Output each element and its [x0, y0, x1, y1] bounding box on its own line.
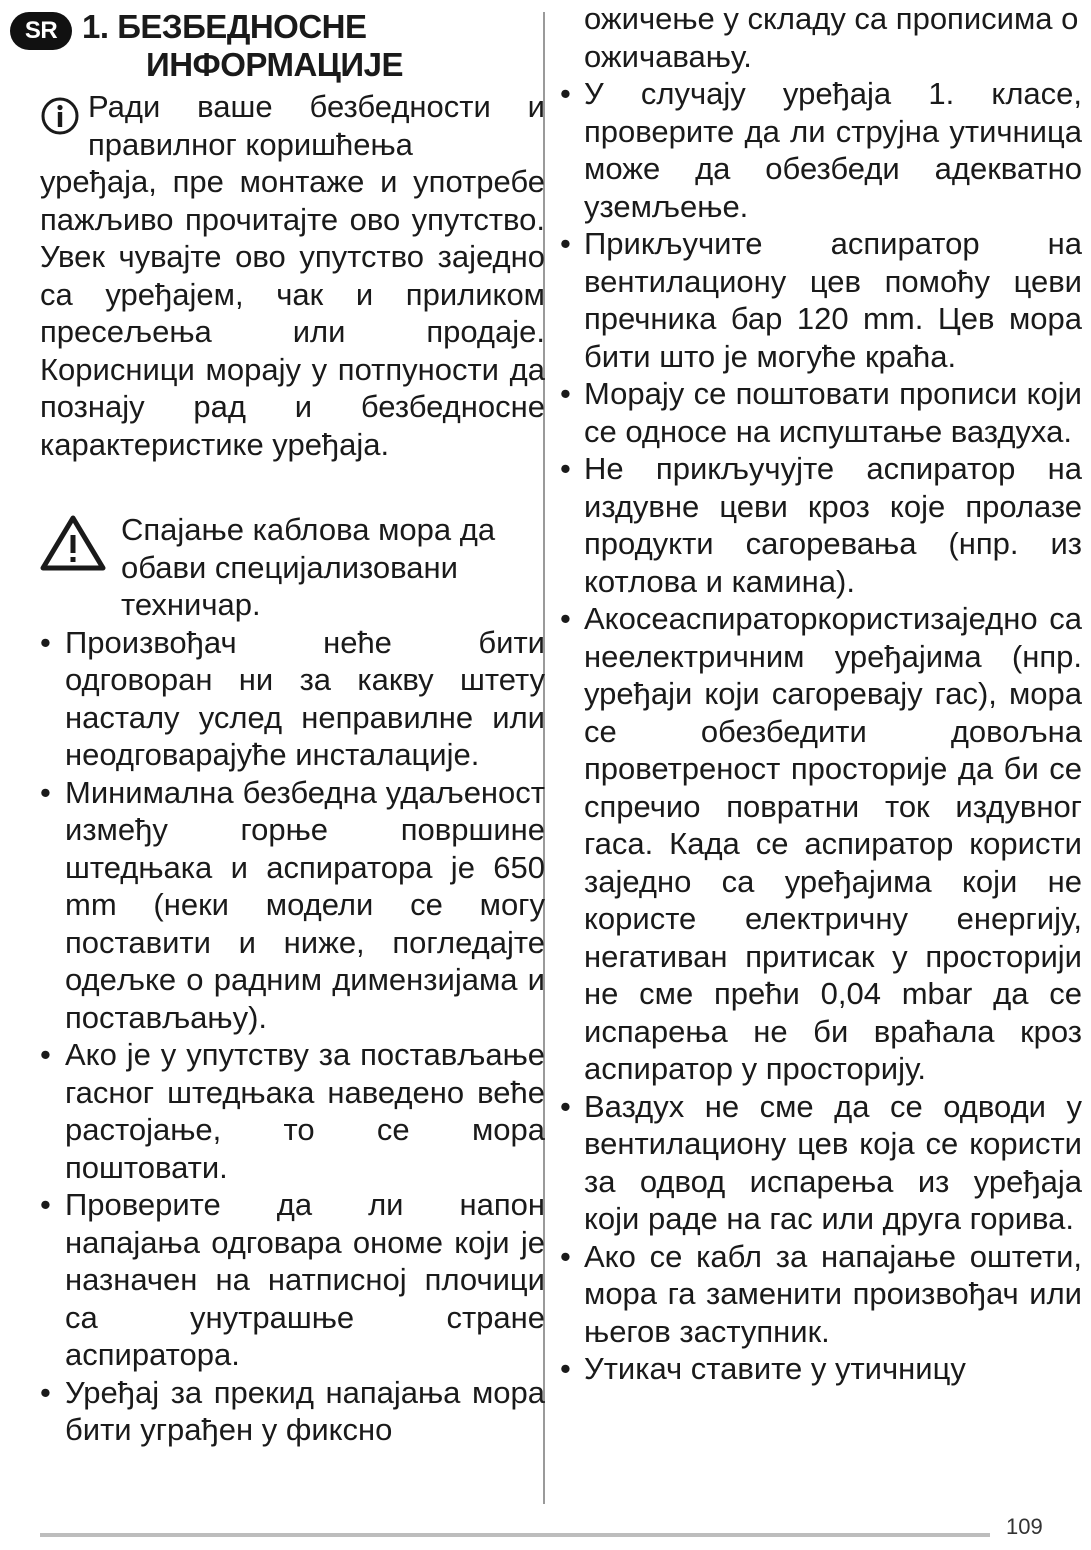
warning-icon: [40, 515, 106, 571]
continued-text: ожичење у складу са прописима о ожичавању.: [584, 1, 1079, 74]
info-lead-text: Ради ваше безбедности и правилног коришћења: [88, 89, 545, 162]
section-heading: [24, 6, 545, 88]
info-body-text: уређаја, пре монтаже и употребе пажљиво прочитајте ово упутство. Увек чувајте ово упутство заједно са уређајем, чак и приликом пресељења или продаје. Корисници морају у потпуности да познају рад и безбедносне карактеристике уређаја.: [40, 164, 545, 462]
page-title: [82, 8, 542, 84]
list-item: • Акосеаспираторкористизаједно са неелектричним уређајима (нпр. уређаји који сагоревају гас), мора се обезбедити довољна проветреност просторије да би се спречио повратни ток издувног гаса. Када се аспиратор користи заједно са уређајима који не користе електричну енергију, негативан притисак у просторији не сме прећи 0,04 mbar да се испарења не би враћала кроз аспиратор у просторију.: [560, 600, 1082, 1088]
info-icon: [40, 96, 80, 136]
list-item: • Минимална безбедна удаљеност између горње површине штедњака и аспиратора је 650 mm (неки модели се могу поставити и ниже, погледајте одељке о радним димензијама и постављању).: [40, 774, 545, 1037]
left-bullet-list: [40, 624, 545, 1449]
list-item: • Прикључите аспиратор на вентилациону цев помоћу цеви пречника бар 120 mm. Цев мора бити што је могуће краћа.: [560, 225, 1082, 375]
list-item: • Не прикључујте аспиратор на издувне цеви кроз које пролазе продукти сагоревања (нпр. из котлова и камина).: [560, 450, 1082, 600]
right-column: [560, 0, 1082, 1388]
list-item: • У случају уређаја 1. класе, проверите да ли струјна утичница може да обезбеди адекватно уземљење.: [560, 75, 1082, 225]
warning-text: Спајање каблова мора да обави специјализовани техничар.: [121, 512, 496, 622]
page-title-line-2: ИНФОРМАЦИЈЕ: [146, 46, 403, 83]
list-item: • Проверите да ли напон напајања одговара ономе који је назначен на натписној плочици са унутрашње стране аспиратора.: [40, 1186, 545, 1374]
list-item: • Произвођач неће бити одговоран ни за какву штету насталу услед неправилне или неодговарајуће инсталације.: [40, 624, 545, 774]
list-item: • Уређај за прекид напајања мора бити уграђен у фиксно: [40, 1374, 545, 1449]
page-number: 109: [1006, 1514, 1043, 1539]
page-title-line-1: 1. БЕЗБЕДНОСНЕ: [82, 8, 367, 45]
left-column: [24, 0, 545, 1449]
list-item: • Ако је у упутству за постављање гасног штедњака наведено веће растојање, то се мора поштовати.: [40, 1036, 545, 1186]
language-badge: SR: [10, 12, 72, 50]
right-bullet-list: [560, 75, 1082, 1388]
list-item: • Ако се кабл за напајање оштети, мора га заменити произвођач или његов заступник.: [560, 1238, 1082, 1351]
list-item: • Морају се поштовати прописи који се односе на испуштање ваздуха.: [560, 375, 1082, 450]
list-item: • Утикач ставите у утичницу: [560, 1350, 1082, 1388]
info-notice: [40, 88, 545, 463]
footer-rule: [40, 1533, 990, 1537]
warning-notice: [40, 511, 545, 624]
list-item: • Ваздух не сме да се одводи у вентилациону цев која се користи за одвод испарења из уређаја који раде на гас или друга горива.: [560, 1088, 1082, 1238]
